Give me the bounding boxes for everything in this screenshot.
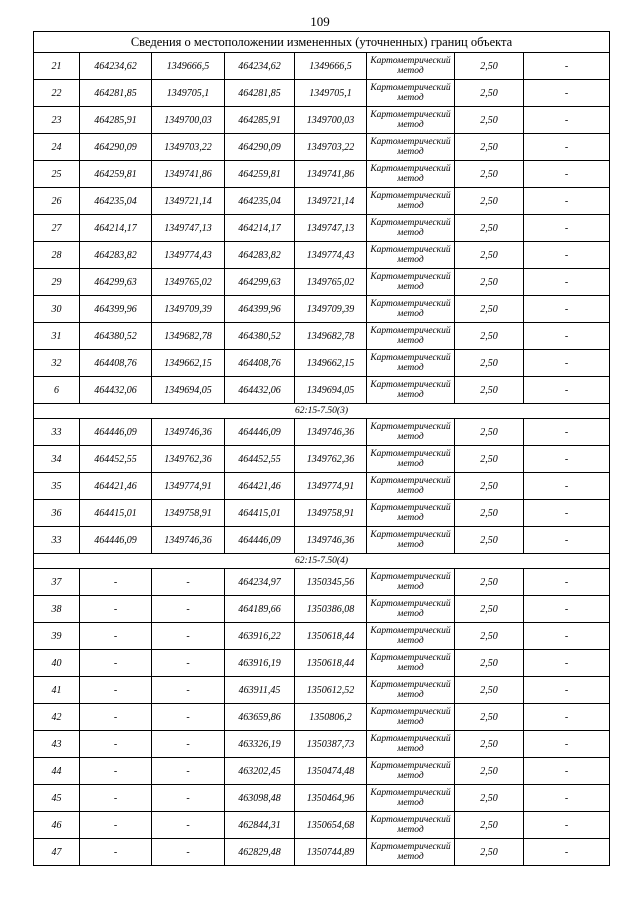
y-new-cell: 1349774,43 — [295, 242, 367, 269]
y-existing-cell: 1349762,36 — [152, 446, 225, 473]
y-existing-cell: - — [152, 677, 225, 704]
accuracy-cell: 2,50 — [455, 623, 524, 650]
point-number-cell: 37 — [34, 569, 80, 596]
method-cell: Картометрический метод — [367, 812, 455, 839]
boundary-coordinates-table — [33, 31, 610, 866]
point-number-cell: 24 — [34, 134, 80, 161]
y-existing-cell: 1349765,02 — [152, 269, 225, 296]
method-cell: Картометрический метод — [367, 650, 455, 677]
x-existing-cell: - — [80, 596, 152, 623]
y-new-cell: 1349666,5 — [295, 53, 367, 80]
x-new-cell: 464285,91 — [225, 107, 295, 134]
description-cell: - — [524, 215, 610, 242]
method-cell: Картометрический метод — [367, 731, 455, 758]
table-row — [34, 785, 610, 812]
y-existing-cell: - — [152, 731, 225, 758]
y-new-cell: 1349694,05 — [295, 377, 367, 404]
method-cell: Картометрический метод — [367, 80, 455, 107]
y-existing-cell: 1349700,03 — [152, 107, 225, 134]
method-cell: Картометрический метод — [367, 161, 455, 188]
x-existing-cell: - — [80, 839, 152, 866]
description-cell: - — [524, 296, 610, 323]
x-existing-cell: 464299,63 — [80, 269, 152, 296]
point-number-cell: 23 — [34, 107, 80, 134]
x-existing-cell: 464290,09 — [80, 134, 152, 161]
table-row — [34, 134, 610, 161]
point-number-cell: 27 — [34, 215, 80, 242]
description-cell: - — [524, 527, 610, 554]
y-new-cell: 1350386,08 — [295, 596, 367, 623]
accuracy-cell: 2,50 — [455, 500, 524, 527]
x-existing-cell: - — [80, 812, 152, 839]
x-new-cell: 463916,19 — [225, 650, 295, 677]
x-existing-cell: 464214,17 — [80, 215, 152, 242]
contour-group-row — [34, 554, 610, 569]
accuracy-cell: 2,50 — [455, 242, 524, 269]
y-new-cell: 1349762,36 — [295, 446, 367, 473]
point-number-cell: 29 — [34, 269, 80, 296]
x-new-cell: 464259,81 — [225, 161, 295, 188]
method-cell: Картометрический метод — [367, 242, 455, 269]
method-cell: Картометрический метод — [367, 350, 455, 377]
y-existing-cell: - — [152, 704, 225, 731]
y-new-cell: 1350744,89 — [295, 839, 367, 866]
x-existing-cell: - — [80, 704, 152, 731]
x-existing-cell: 464408,76 — [80, 350, 152, 377]
y-existing-cell: 1349774,91 — [152, 473, 225, 500]
y-new-cell: 1349709,39 — [295, 296, 367, 323]
table-row — [34, 419, 610, 446]
table-row — [34, 569, 610, 596]
y-new-cell: 1349746,36 — [295, 419, 367, 446]
x-existing-cell: 464446,09 — [80, 527, 152, 554]
x-new-cell: 464235,04 — [225, 188, 295, 215]
x-new-cell: 464299,63 — [225, 269, 295, 296]
description-cell: - — [524, 650, 610, 677]
description-cell: - — [524, 812, 610, 839]
y-new-cell: 1349705,1 — [295, 80, 367, 107]
point-number-cell: 39 — [34, 623, 80, 650]
y-existing-cell: 1349709,39 — [152, 296, 225, 323]
x-existing-cell: - — [80, 677, 152, 704]
method-cell: Картометрический метод — [367, 419, 455, 446]
accuracy-cell: 2,50 — [455, 377, 524, 404]
method-cell: Картометрический метод — [367, 527, 455, 554]
method-cell: Картометрический метод — [367, 704, 455, 731]
accuracy-cell: 2,50 — [455, 569, 524, 596]
y-existing-cell: 1349746,36 — [152, 419, 225, 446]
description-cell: - — [524, 323, 610, 350]
point-number-cell: 33 — [34, 527, 80, 554]
point-number-cell: 31 — [34, 323, 80, 350]
point-number-cell: 21 — [34, 53, 80, 80]
accuracy-cell: 2,50 — [455, 269, 524, 296]
y-existing-cell: 1349662,15 — [152, 350, 225, 377]
x-existing-cell: 464452,55 — [80, 446, 152, 473]
x-new-cell: 464432,06 — [225, 377, 295, 404]
y-existing-cell: - — [152, 758, 225, 785]
x-new-cell: 464399,96 — [225, 296, 295, 323]
method-cell: Картометрический метод — [367, 569, 455, 596]
y-new-cell: 1350464,96 — [295, 785, 367, 812]
table-row — [34, 377, 610, 404]
y-existing-cell: 1349758,91 — [152, 500, 225, 527]
description-cell: - — [524, 473, 610, 500]
x-new-cell: 464234,97 — [225, 569, 295, 596]
description-cell: - — [524, 134, 610, 161]
description-cell: - — [524, 242, 610, 269]
x-new-cell: 463916,22 — [225, 623, 295, 650]
x-new-cell: 464380,52 — [225, 323, 295, 350]
page-number: 109 — [310, 14, 330, 29]
table-row — [34, 500, 610, 527]
accuracy-cell: 2,50 — [455, 596, 524, 623]
x-existing-cell: 464285,91 — [80, 107, 152, 134]
y-existing-cell: 1349666,5 — [152, 53, 225, 80]
x-existing-cell: - — [80, 731, 152, 758]
description-cell: - — [524, 161, 610, 188]
y-existing-cell: - — [152, 812, 225, 839]
description-cell: - — [524, 785, 610, 812]
point-number-cell: 30 — [34, 296, 80, 323]
y-new-cell: 1349703,22 — [295, 134, 367, 161]
description-cell: - — [524, 569, 610, 596]
accuracy-cell: 2,50 — [455, 839, 524, 866]
description-cell: - — [524, 188, 610, 215]
y-new-cell: 1349700,03 — [295, 107, 367, 134]
y-new-cell: 1349746,36 — [295, 527, 367, 554]
y-existing-cell: - — [152, 623, 225, 650]
method-cell: Картометрический метод — [367, 134, 455, 161]
x-new-cell: 462844,31 — [225, 812, 295, 839]
accuracy-cell: 2,50 — [455, 785, 524, 812]
point-number-cell: 46 — [34, 812, 80, 839]
point-number-cell: 26 — [34, 188, 80, 215]
x-existing-cell: - — [80, 650, 152, 677]
point-number-cell: 25 — [34, 161, 80, 188]
y-new-cell: 1349682,78 — [295, 323, 367, 350]
y-existing-cell: - — [152, 569, 225, 596]
x-new-cell: 462829,48 — [225, 839, 295, 866]
method-cell: Картометрический метод — [367, 53, 455, 80]
method-cell: Картометрический метод — [367, 623, 455, 650]
x-existing-cell: 464446,09 — [80, 419, 152, 446]
method-cell: Картометрический метод — [367, 323, 455, 350]
description-cell: - — [524, 500, 610, 527]
description-cell: - — [524, 350, 610, 377]
x-new-cell: 463659,86 — [225, 704, 295, 731]
y-existing-cell: 1349703,22 — [152, 134, 225, 161]
table-title: Сведения о местоположении измененных (уточненных) границ объекта — [34, 32, 610, 53]
table-row — [34, 242, 610, 269]
accuracy-cell: 2,50 — [455, 215, 524, 242]
description-cell: - — [524, 377, 610, 404]
x-existing-cell: 464432,06 — [80, 377, 152, 404]
method-cell: Картометрический метод — [367, 377, 455, 404]
x-new-cell: 463202,45 — [225, 758, 295, 785]
accuracy-cell: 2,50 — [455, 419, 524, 446]
y-new-cell: 1349721,14 — [295, 188, 367, 215]
x-existing-cell: 464234,62 — [80, 53, 152, 80]
table-row — [34, 80, 610, 107]
description-cell: - — [524, 731, 610, 758]
accuracy-cell: 2,50 — [455, 107, 524, 134]
method-cell: Картометрический метод — [367, 188, 455, 215]
table-row — [34, 53, 610, 80]
x-existing-cell: 464415,01 — [80, 500, 152, 527]
y-existing-cell: - — [152, 596, 225, 623]
accuracy-cell: 2,50 — [455, 446, 524, 473]
table-row — [34, 473, 610, 500]
method-cell: Картометрический метод — [367, 107, 455, 134]
x-new-cell: 464421,46 — [225, 473, 295, 500]
x-new-cell: 464281,85 — [225, 80, 295, 107]
y-existing-cell: 1349774,43 — [152, 242, 225, 269]
method-cell: Картометрический метод — [367, 839, 455, 866]
y-existing-cell: - — [152, 785, 225, 812]
y-new-cell: 1350618,44 — [295, 623, 367, 650]
accuracy-cell: 2,50 — [455, 704, 524, 731]
x-existing-cell: - — [80, 758, 152, 785]
accuracy-cell: 2,50 — [455, 473, 524, 500]
accuracy-cell: 2,50 — [455, 296, 524, 323]
point-number-cell: 43 — [34, 731, 80, 758]
description-cell: - — [524, 623, 610, 650]
y-new-cell: 1350612,52 — [295, 677, 367, 704]
table-title-row — [34, 32, 610, 53]
x-new-cell: 463326,19 — [225, 731, 295, 758]
y-existing-cell: 1349682,78 — [152, 323, 225, 350]
x-existing-cell: 464421,46 — [80, 473, 152, 500]
point-number-cell: 42 — [34, 704, 80, 731]
point-number-cell: 32 — [34, 350, 80, 377]
method-cell: Картометрический метод — [367, 269, 455, 296]
x-existing-cell: 464283,82 — [80, 242, 152, 269]
accuracy-cell: 2,50 — [455, 527, 524, 554]
y-existing-cell: - — [152, 650, 225, 677]
y-new-cell: 1350345,56 — [295, 569, 367, 596]
table-row — [34, 812, 610, 839]
y-existing-cell: 1349746,36 — [152, 527, 225, 554]
x-existing-cell: 464399,96 — [80, 296, 152, 323]
x-new-cell: 464415,01 — [225, 500, 295, 527]
x-existing-cell: - — [80, 623, 152, 650]
table-row — [34, 296, 610, 323]
y-new-cell: 1350618,44 — [295, 650, 367, 677]
x-new-cell: 464446,09 — [225, 419, 295, 446]
x-existing-cell: - — [80, 785, 152, 812]
table-row — [34, 731, 610, 758]
description-cell: - — [524, 596, 610, 623]
method-cell: Картометрический метод — [367, 785, 455, 812]
point-number-cell: 6 — [34, 377, 80, 404]
method-cell: Картометрический метод — [367, 296, 455, 323]
x-existing-cell: 464380,52 — [80, 323, 152, 350]
description-cell: - — [524, 758, 610, 785]
y-new-cell: 1350806,2 — [295, 704, 367, 731]
x-new-cell: 464290,09 — [225, 134, 295, 161]
description-cell: - — [524, 53, 610, 80]
method-cell: Картометрический метод — [367, 215, 455, 242]
x-new-cell: 464452,55 — [225, 446, 295, 473]
accuracy-cell: 2,50 — [455, 134, 524, 161]
point-number-cell: 35 — [34, 473, 80, 500]
contour-group-row — [34, 404, 610, 419]
point-number-cell: 36 — [34, 500, 80, 527]
description-cell: - — [524, 839, 610, 866]
y-new-cell: 1349765,02 — [295, 269, 367, 296]
accuracy-cell: 2,50 — [455, 812, 524, 839]
x-new-cell: 464446,09 — [225, 527, 295, 554]
table-row — [34, 323, 610, 350]
x-new-cell: 464408,76 — [225, 350, 295, 377]
point-number-cell: 45 — [34, 785, 80, 812]
x-existing-cell: 464235,04 — [80, 188, 152, 215]
table-row — [34, 677, 610, 704]
x-existing-cell: - — [80, 569, 152, 596]
y-existing-cell: 1349721,14 — [152, 188, 225, 215]
x-new-cell: 463098,48 — [225, 785, 295, 812]
x-existing-cell: 464281,85 — [80, 80, 152, 107]
description-cell: - — [524, 269, 610, 296]
point-number-cell: 34 — [34, 446, 80, 473]
description-cell: - — [524, 80, 610, 107]
accuracy-cell: 2,50 — [455, 758, 524, 785]
y-existing-cell: 1349747,13 — [152, 215, 225, 242]
y-new-cell: 1350654,68 — [295, 812, 367, 839]
y-existing-cell: 1349705,1 — [152, 80, 225, 107]
table-row — [34, 623, 610, 650]
y-existing-cell: 1349741,86 — [152, 161, 225, 188]
point-number-cell: 22 — [34, 80, 80, 107]
method-cell: Картометрический метод — [367, 596, 455, 623]
y-existing-cell: 1349694,05 — [152, 377, 225, 404]
accuracy-cell: 2,50 — [455, 53, 524, 80]
x-new-cell: 464189,66 — [225, 596, 295, 623]
accuracy-cell: 2,50 — [455, 650, 524, 677]
method-cell: Картометрический метод — [367, 473, 455, 500]
table-row — [34, 188, 610, 215]
table-row — [34, 704, 610, 731]
y-new-cell: 1349662,15 — [295, 350, 367, 377]
table-row — [34, 161, 610, 188]
table-row — [34, 446, 610, 473]
accuracy-cell: 2,50 — [455, 323, 524, 350]
y-existing-cell: - — [152, 839, 225, 866]
y-new-cell: 1350474,48 — [295, 758, 367, 785]
table-row — [34, 350, 610, 377]
table-row — [34, 839, 610, 866]
table-row — [34, 758, 610, 785]
table-row — [34, 215, 610, 242]
method-cell: Картометрический метод — [367, 446, 455, 473]
description-cell: - — [524, 419, 610, 446]
point-number-cell: 33 — [34, 419, 80, 446]
accuracy-cell: 2,50 — [455, 80, 524, 107]
x-existing-cell: 464259,81 — [80, 161, 152, 188]
point-number-cell: 47 — [34, 839, 80, 866]
y-new-cell: 1349774,91 — [295, 473, 367, 500]
accuracy-cell: 2,50 — [455, 188, 524, 215]
y-new-cell: 1350387,73 — [295, 731, 367, 758]
point-number-cell: 40 — [34, 650, 80, 677]
point-number-cell: 41 — [34, 677, 80, 704]
description-cell: - — [524, 446, 610, 473]
point-number-cell: 38 — [34, 596, 80, 623]
description-cell: - — [524, 704, 610, 731]
accuracy-cell: 2,50 — [455, 731, 524, 758]
table-row — [34, 107, 610, 134]
table-row — [34, 650, 610, 677]
description-cell: - — [524, 677, 610, 704]
accuracy-cell: 2,50 — [455, 350, 524, 377]
y-new-cell: 1349758,91 — [295, 500, 367, 527]
table-row — [34, 527, 610, 554]
description-cell: - — [524, 107, 610, 134]
point-number-cell: 28 — [34, 242, 80, 269]
x-new-cell: 464283,82 — [225, 242, 295, 269]
accuracy-cell: 2,50 — [455, 677, 524, 704]
y-new-cell: 1349741,86 — [295, 161, 367, 188]
method-cell: Картометрический метод — [367, 677, 455, 704]
table-row — [34, 269, 610, 296]
point-number-cell: 44 — [34, 758, 80, 785]
table-row — [34, 596, 610, 623]
accuracy-cell: 2,50 — [455, 161, 524, 188]
contour-group-label: 62:15-7.50(4) — [34, 554, 610, 569]
method-cell: Картометрический метод — [367, 500, 455, 527]
x-new-cell: 464214,17 — [225, 215, 295, 242]
contour-group-label: 62:15-7.50(3) — [34, 404, 610, 419]
x-new-cell: 463911,45 — [225, 677, 295, 704]
method-cell: Картометрический метод — [367, 758, 455, 785]
x-new-cell: 464234,62 — [225, 53, 295, 80]
y-new-cell: 1349747,13 — [295, 215, 367, 242]
